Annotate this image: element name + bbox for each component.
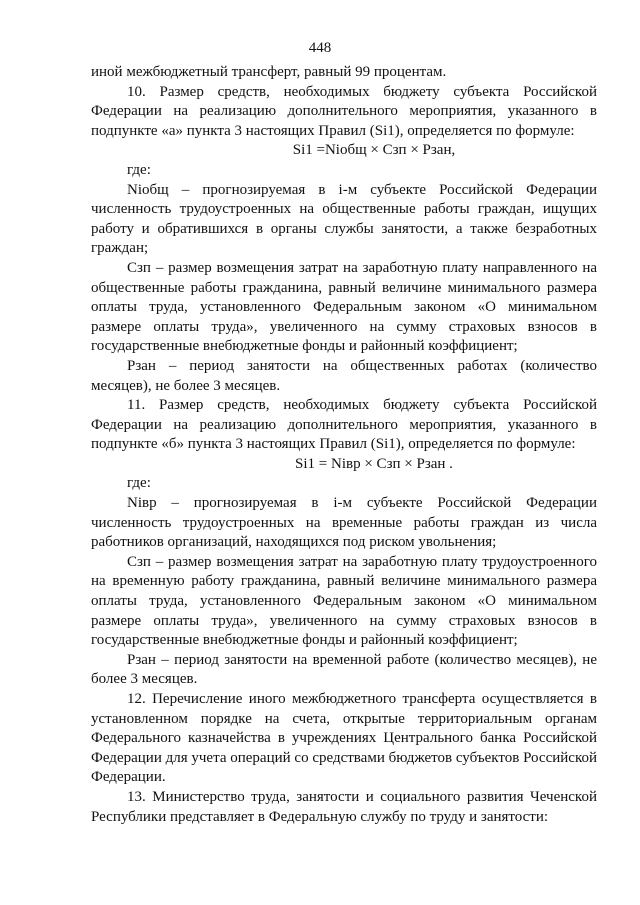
definition-s-zp: Сзп – размер возмещения затрат на заработную плату трудоустроенного на временную работу гражданина, равный величине минимального размера оплаты труда, установленного Федеральным законом «О минимальном размере оплаты труда», увеличенного на сумму страховых взносов в государственные внебюджетные фонды и районный коэффициент;: [91, 553, 597, 649]
page-number: 448: [308, 40, 332, 56]
definition-p-zan: Pзан – период занятости на общественных работах (количество месяцев), не более 3 месяцев.: [91, 357, 597, 394]
formula-11: Si1 = Niвр × Сзп × Pзан .: [295, 455, 453, 472]
paragraph-item-10: 10. Размер средств, необходимых бюджету субъекта Российской Федерации на реализацию дополнительного мероприятия, указанного в подпункте «а» пункта 3 настоящих Правил (Si1), определяется по формуле:: [91, 83, 597, 139]
paragraph-item-13: 13. Министерство труда, занятости и социального развития Чеченской Республики представляет в Федеральную службу по труду и занятости:: [91, 788, 597, 825]
definition-n-obshch: Niобщ – прогнозируемая в i-м субъекте Российской Федерации численность трудоустроенных на общественные работы граждан, ищущих работу и обратившихся в органы службы занятости, а также безработных граждан;: [91, 181, 597, 257]
definition-n-vr: Niвр – прогнозируемая в i-м субъекте Российской Федерации численность трудоустроенных на временные работы граждан из числа работников организаций, находящихся под риском увольнения;: [91, 495, 597, 551]
paragraph-item-12: 12. Перечисление иного межбюджетного трансферта осуществляется в установленном порядке на счета, открытые территориальным органам Федерального казначейства в учреждениях Центрального банка Российской Федерации для учета операций со средствами бюджетов субъектов Российской Федерации.: [91, 691, 597, 786]
paragraph-continuation: иной межбюджетный трансферт, равный 99 процентам.: [91, 64, 447, 80]
where-label: где:: [127, 475, 151, 492]
formula-10: Si1 =Niобщ × Сзп × Pзан,: [292, 142, 456, 159]
document-body: [91, 63, 597, 827]
paragraph-item-11: 11. Размер средств, необходимых бюджету субъекта Российской Федерации на реализацию дополнительного мероприятия, указанного в подпункте «б» пункта 3 настоящих Правил (Si1), определяется по формуле:: [91, 397, 597, 453]
definition-s-zp: Сзп – размер возмещения затрат на заработную плату направленного на общественные работы гражданина, равный величине минимального размера оплаты труда, установленного Федеральным законом «О минимальном размере оплаты труда», увеличенного на сумму страховых взносов в государственные внебюджетные фонды и районный коэффициент;: [91, 259, 597, 355]
where-label: где:: [127, 161, 151, 178]
definition-p-zan: Pзан – период занятости на временной работе (количество месяцев), не более 3 месяцев.: [91, 651, 597, 688]
